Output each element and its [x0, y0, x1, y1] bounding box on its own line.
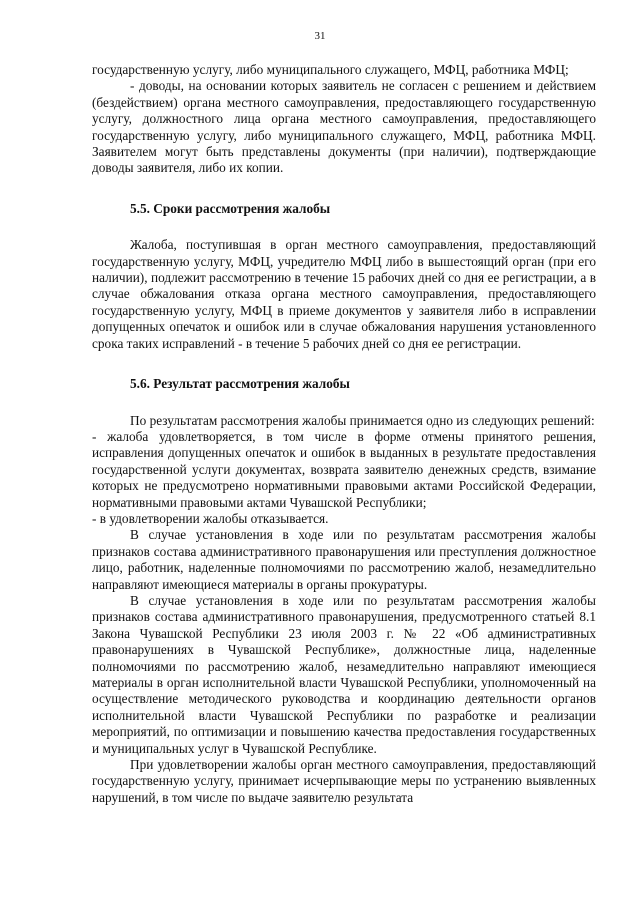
paragraph-5-6-option-satisfied: - жалоба удовлетворяется, в том числе в форме отмены принятого решения, исправления допущенных опечаток и ошибок в выданных в результате предоставления государственной услуги документах, возврата заявителю денежных средств, взимание которых не предусмотрено нормативными правовыми актами Российской Федерации, нормативными правовыми актами Чувашской Республики;: [92, 428, 596, 510]
paragraph-5-6-option-refused: - в удовлетворении жалобы отказывается.: [92, 510, 329, 526]
spacer: [92, 177, 596, 201]
paragraph-5-6-prosecution: В случае установления в ходе или по результатам рассмотрения жалобы признаков состава административного правонарушения или преступления должностное лицо, работник, наделенные полномочиями по рассмотрению жалоб, незамедлительно направляют имеющиеся материалы в органы прокуратуры.: [92, 527, 596, 592]
paragraph-5-6-intro: По результатам рассмотрения жалобы принимается одно из следующих решений:: [130, 412, 595, 428]
section-5-5-heading: 5.5. Сроки рассмотрения жалобы: [130, 200, 331, 216]
paragraph-5-6-administrative: В случае установления в ходе или по результатам рассмотрения жалобы признаков состава административного правонарушения, предусмотренного статьей 8.1 Закона Чувашской Республики 23 июля 2003 г. № 22 «Об административных правонарушениях в Чувашской Республике», должностные лица, наделенные полномочиями по рассмотрению жалоб, незамедлительно направляют имеющиеся материалы в орган исполнительной власти Чувашской Республики, уполномоченный на осуществление методического руководства и координацию деятельности органов исполнительной власти Чувашской Республики по разработке и реализации мероприятий, по оптимизации и повышению качества предоставления государственных и муниципальных услуг в Чувашской Республике.: [92, 592, 596, 756]
page-number: 31: [314, 30, 326, 42]
page-content: [92, 62, 596, 806]
section-5-6-heading: 5.6. Результат рассмотрения жалобы: [130, 376, 350, 392]
spacer: [92, 352, 596, 376]
paragraph-5-6-satisfaction: При удовлетворении жалобы орган местного самоуправления, предоставляющий государственную услугу, принимает исчерпывающие меры по устранению выявленных нарушений, в том числе по выдаче заявителю результата: [92, 757, 596, 805]
spacer: [92, 217, 596, 237]
paragraph-continuation: государственную услугу, либо муниципального служащего, МФЦ, работника МФЦ;: [92, 62, 569, 77]
spacer: [92, 393, 596, 413]
paragraph-arguments: - доводы, на основании которых заявитель не согласен с решением и действием (бездействием) органа местного самоуправления, предоставляющего государственную услугу, должностного лица органа местного самоуправления, предоставляющего государственную услугу, либо муниципального служащего, МФЦ, работника МФЦ. Заявителем могут быть представлены документы (при наличии), подтверждающие доводы заявителя, либо их копии.: [92, 78, 596, 176]
paragraph-5-5: Жалоба, поступившая в орган местного самоуправления, предоставляющий государственную услугу, МФЦ, учредителю МФЦ либо в вышестоящий орган (при его наличии), подлежит рассмотрению в течение 15 рабочих дней со дня ее регистрации, а в случае обжалования отказа органа местного самоуправления, предоставляющего государственную услугу, МФЦ в приеме документов у заявителя либо в исправлении допущенных опечаток и ошибок или в случае обжалования нарушения установленного срока таких исправлений - в течение 5 рабочих дней со дня ее регистрации.: [92, 237, 596, 351]
